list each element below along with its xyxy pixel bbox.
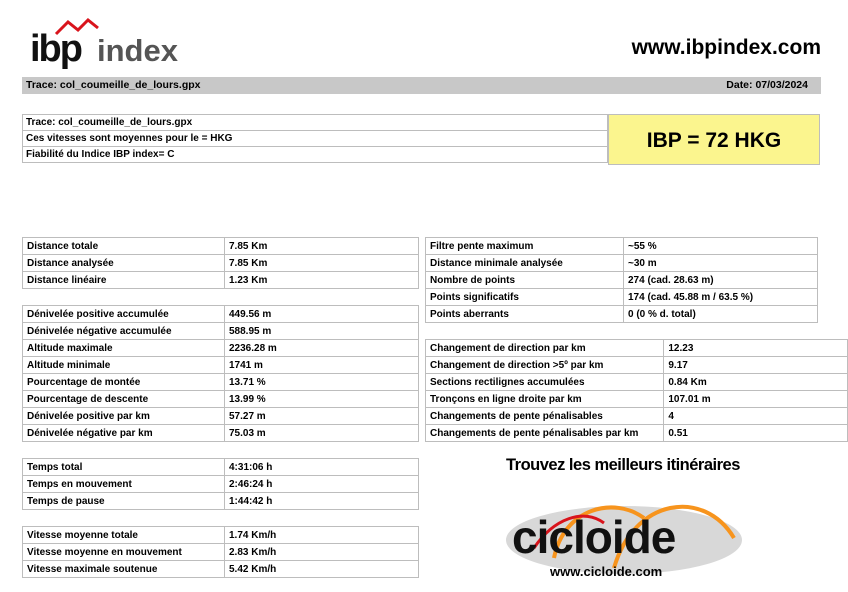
table-row: [23, 561, 419, 578]
table-cell: Vitesse maximale soutenue: [23, 561, 225, 578]
table-row: [23, 272, 419, 289]
table-cell: 0.84 Km: [664, 374, 848, 391]
table-cell: 0 (0 % d. total): [624, 306, 818, 323]
info-fiability: Fiabilité du Indice IBP index= C: [23, 147, 608, 163]
table-row: [23, 238, 419, 255]
table-row: [426, 357, 848, 374]
table-cell: 7.85 Km: [225, 255, 419, 272]
promo-url[interactable]: www.cicloide.com: [550, 564, 663, 579]
table-cell: 4: [664, 408, 848, 425]
table-cell: Distance minimale analysée: [426, 255, 624, 272]
table-cell: Temps total: [23, 459, 225, 476]
table-cell: Dénivelée positive par km: [23, 408, 225, 425]
table-row: [23, 391, 419, 408]
table-cell: 1.74 Km/h: [225, 527, 419, 544]
table-cell: Nombre de points: [426, 272, 624, 289]
ibp-score-box: IBP = 72 HKG: [608, 114, 820, 165]
ibpindex-logo: [30, 18, 190, 70]
table-cell: 75.03 m: [225, 425, 419, 442]
table-row: [23, 544, 419, 561]
table-cell: 1741 m: [225, 357, 419, 374]
info-speeds: Ces vitesses sont moyennes pour le = HKG: [23, 131, 608, 147]
table-cell: Altitude minimale: [23, 357, 225, 374]
table-cell: ~30 m: [624, 255, 818, 272]
table-cell: Changement de direction par km: [426, 340, 664, 357]
filter-table: [425, 237, 818, 323]
table-row: [23, 306, 419, 323]
table-row: [426, 391, 848, 408]
table-cell: Distance analysée: [23, 255, 225, 272]
table-cell: 449.56 m: [225, 306, 419, 323]
logo-ibp-text: ibp: [30, 28, 81, 70]
table-cell: 107.01 m: [664, 391, 848, 408]
table-cell: 5.42 Km/h: [225, 561, 419, 578]
speed-table: [22, 526, 419, 578]
table-cell: Points significatifs: [426, 289, 624, 306]
table-row: [23, 408, 419, 425]
table-cell: Tronçons en ligne droite par km: [426, 391, 664, 408]
table-cell: Dénivelée positive accumulée: [23, 306, 225, 323]
info-trace: Trace: col_coumeille_de_lours.gpx: [23, 115, 608, 131]
table-cell: 588.95 m: [225, 323, 419, 340]
table-row: [23, 255, 419, 272]
table-cell: 12.23: [664, 340, 848, 357]
table-row: [426, 255, 818, 272]
table-cell: 2:46:24 h: [225, 476, 419, 493]
promo-headline: Trouvez les meilleurs itinéraires: [506, 456, 740, 474]
table-row: [426, 238, 818, 255]
bar-date: Date: 07/03/2024: [726, 79, 808, 91]
table-cell: 7.85 Km: [225, 238, 419, 255]
table-row: [23, 493, 419, 510]
table-row: [426, 374, 848, 391]
table-cell: 13.99 %: [225, 391, 419, 408]
table-cell: Pourcentage de descente: [23, 391, 225, 408]
table-row: [426, 306, 818, 323]
table-cell: Changement de direction >5º par km: [426, 357, 664, 374]
table-cell: 274 (cad. 28.63 m): [624, 272, 818, 289]
table-cell: 13.71 %: [225, 374, 419, 391]
table-cell: Distance linéaire: [23, 272, 225, 289]
distance-table: [22, 237, 419, 289]
table-cell: Points aberrants: [426, 306, 624, 323]
table-cell: ~55 %: [624, 238, 818, 255]
table-row: [426, 408, 848, 425]
info-table: [22, 114, 608, 163]
table-cell: Sections rectilignes accumulées: [426, 374, 664, 391]
table-cell: Pourcentage de montée: [23, 374, 225, 391]
table-cell: Dénivelée négative accumulée: [23, 323, 225, 340]
table-row: [23, 476, 419, 493]
cicloide-promo[interactable]: [430, 452, 820, 587]
table-row: [23, 357, 419, 374]
table-cell: Temps de pause: [23, 493, 225, 510]
table-cell: Temps en mouvement: [23, 476, 225, 493]
table-cell: Vitesse moyenne totale: [23, 527, 225, 544]
table-cell: 2236.28 m: [225, 340, 419, 357]
table-row: [426, 272, 818, 289]
table-row: [426, 289, 818, 306]
table-cell: 1.23 Km: [225, 272, 419, 289]
table-cell: Altitude maximale: [23, 340, 225, 357]
table-row: [23, 527, 419, 544]
table-cell: 174 (cad. 45.88 m / 63.5 %): [624, 289, 818, 306]
trace-date-bar: [22, 77, 821, 94]
table-cell: Distance totale: [23, 238, 225, 255]
logo-index-text: index: [97, 33, 178, 68]
table-cell: 1:44:42 h: [225, 493, 419, 510]
table-cell: 9.17: [664, 357, 848, 374]
table-row: [23, 340, 419, 357]
site-url[interactable]: www.ibpindex.com: [631, 36, 821, 59]
bar-trace-name: Trace: col_coumeille_de_lours.gpx: [26, 79, 201, 91]
table-cell: 2.83 Km/h: [225, 544, 419, 561]
promo-brand: cicloide: [512, 511, 676, 563]
table-row: [23, 459, 419, 476]
table-row: [23, 425, 419, 442]
table-row: [23, 374, 419, 391]
table-cell: Dénivelée négative par km: [23, 425, 225, 442]
elevation-table: [22, 305, 419, 442]
table-cell: Vitesse moyenne en mouvement: [23, 544, 225, 561]
table-row: [23, 323, 419, 340]
table-row: [426, 340, 848, 357]
direction-table: [425, 339, 848, 442]
table-cell: 0.51: [664, 425, 848, 442]
table-cell: Filtre pente maximum: [426, 238, 624, 255]
table-cell: 4:31:06 h: [225, 459, 419, 476]
time-table: [22, 458, 419, 510]
table-cell: 57.27 m: [225, 408, 419, 425]
table-cell: Changements de pente pénalisables: [426, 408, 664, 425]
table-row: [426, 425, 848, 442]
table-cell: Changements de pente pénalisables par km: [426, 425, 664, 442]
